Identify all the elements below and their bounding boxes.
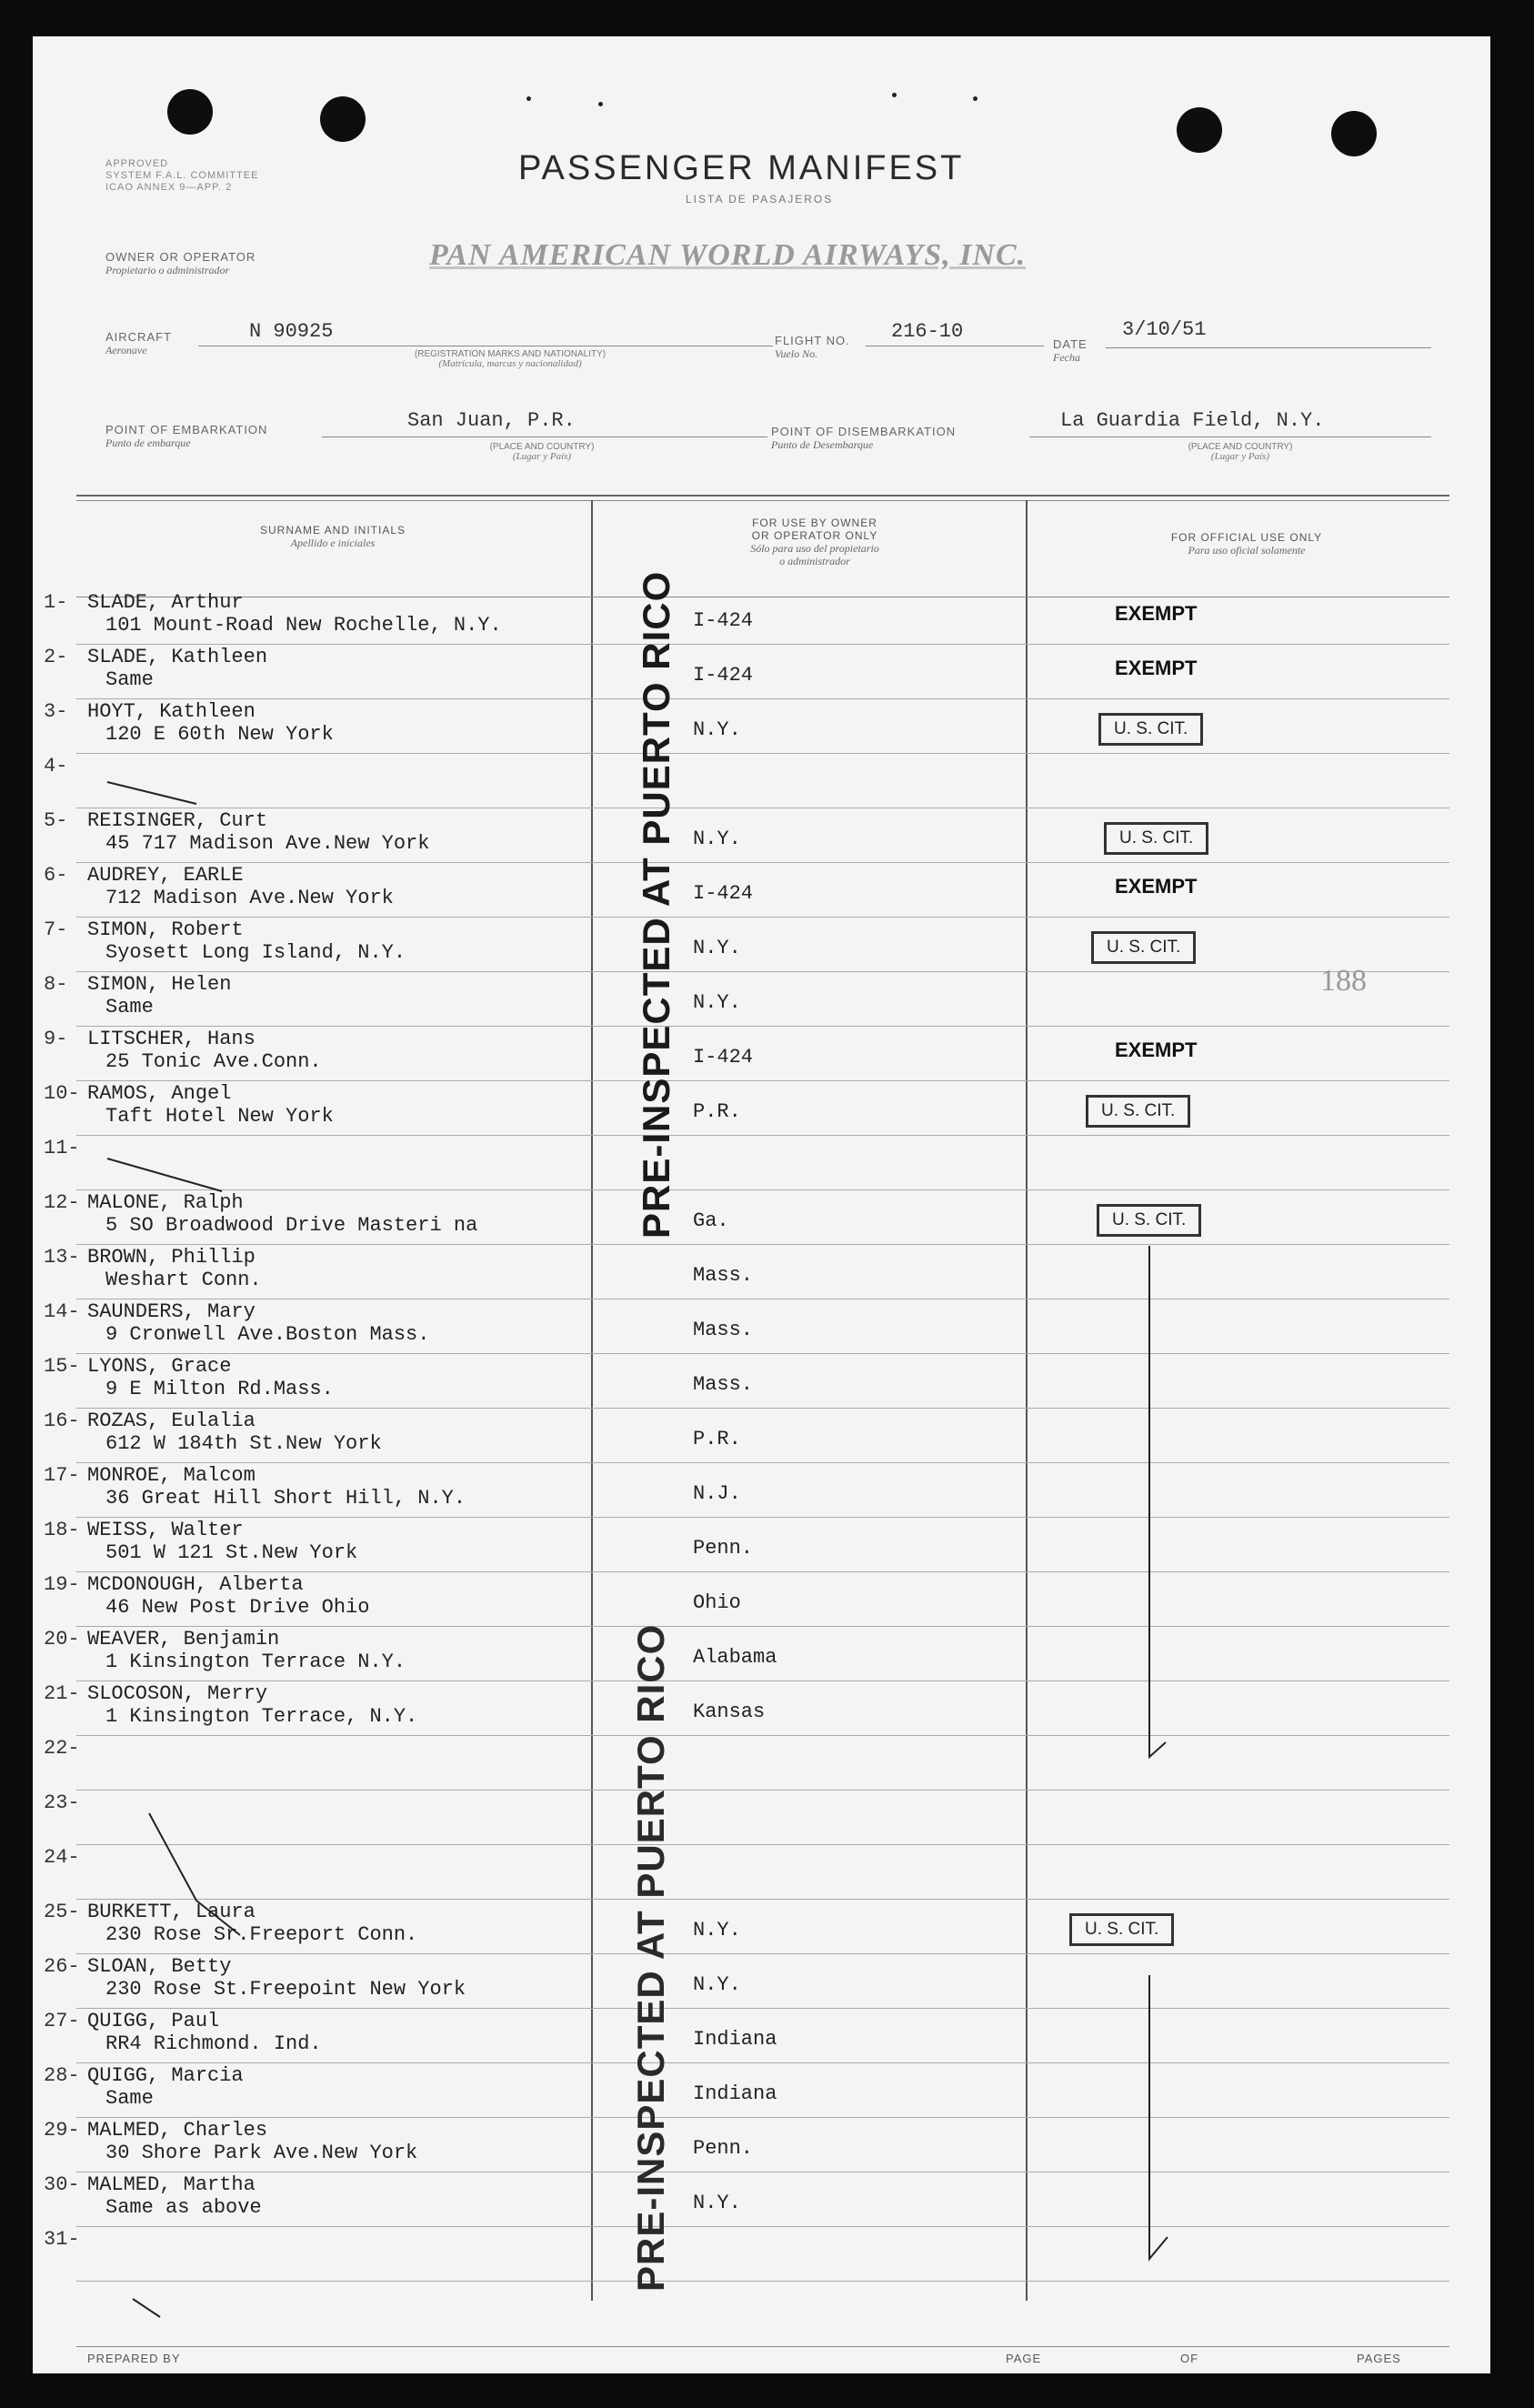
passenger-address: Same — [105, 2087, 154, 2110]
passenger-destination: N.Y. — [693, 937, 741, 959]
preinspection-stamp: PRE-INSPECTED AT PUERTO RICO — [629, 1623, 672, 2292]
embarkation-label-es: Punto de embarque — [105, 436, 191, 449]
approval-line: SYSTEM F.A.L. COMMITTEE — [105, 170, 259, 181]
row-number: 9- — [44, 1028, 68, 1050]
row-number: 31- — [44, 2228, 80, 2251]
exempt-stamp: EXEMPT — [1115, 1038, 1198, 1061]
passenger-address: 1 Kinsington Terrace, N.Y. — [105, 1705, 418, 1728]
row-number: 2- — [44, 646, 68, 668]
passenger-name: LYONS, Grace — [87, 1355, 232, 1378]
passenger-destination: Ohio — [693, 1591, 741, 1614]
passenger-name: BROWN, Phillip — [87, 1246, 256, 1269]
passenger-destination: N.J. — [693, 1482, 741, 1505]
passenger-destination: Ga. — [693, 1209, 729, 1232]
row-number: 30- — [44, 2173, 80, 2196]
passenger-address: 45 717 Madison Ave.New York — [105, 832, 430, 855]
row-number: 25- — [44, 1901, 80, 1923]
passenger-name: MCDONOUGH, Alberta — [87, 1573, 304, 1596]
passenger-destination: Indiana — [693, 2028, 777, 2051]
us-citizen-stamp: U. S. CIT. — [1069, 1913, 1174, 1946]
passenger-name: WEAVER, Benjamin — [87, 1628, 280, 1650]
row-number: 20- — [44, 1628, 80, 1650]
passenger-name: BURKETT, Laura — [87, 1901, 256, 1923]
flight-label-en: FLIGHT NO. — [775, 334, 850, 347]
footer-pages: PAGES — [1357, 2352, 1401, 2365]
passenger-address: Taft Hotel New York — [105, 1105, 334, 1128]
passenger-destination: N.Y. — [693, 991, 741, 1014]
passenger-name: WEISS, Walter — [87, 1519, 244, 1541]
passenger-destination: Indiana — [693, 2082, 777, 2105]
passenger-destination: Alabama — [693, 1646, 777, 1669]
passenger-name: MALONE, Ralph — [87, 1191, 244, 1214]
passenger-address: 230 Rose Sr.Freeport Conn. — [105, 1923, 418, 1946]
row-number: 23- — [44, 1791, 80, 1814]
registration-caption-en: (REGISTRATION MARKS AND NATIONALITY) — [414, 349, 607, 359]
row-number: 14- — [44, 1300, 80, 1323]
aircraft-label-en: AIRCRAFT — [105, 330, 172, 344]
passenger-address: 9 E Milton Rd.Mass. — [105, 1378, 334, 1400]
footer-of: OF — [1180, 2352, 1199, 2365]
aircraft-value: N 90925 — [249, 320, 334, 343]
passenger-destination: Penn. — [693, 1537, 754, 1560]
page-subtitle: LISTA DE PASAJEROS — [686, 193, 834, 206]
passenger-address: 30 Shore Park Ave.New York — [105, 2142, 418, 2164]
us-citizen-stamp: U. S. CIT. — [1091, 931, 1196, 964]
row-number: 26- — [44, 1955, 80, 1978]
row-number: 16- — [44, 1410, 80, 1432]
passenger-destination: N.Y. — [693, 2192, 741, 2214]
passenger-name: MONROE, Malcom — [87, 1464, 256, 1487]
col-header-passenger-en: SURNAME AND INITIALS — [259, 524, 406, 537]
row-number: 24- — [44, 1846, 80, 1869]
aircraft-label-es: Aeronave — [105, 344, 147, 356]
row-number: 13- — [44, 1246, 80, 1269]
passenger-name: QUIGG, Marcia — [87, 2064, 244, 2087]
embarkation-caption-en: (PLACE AND COUNTRY) — [489, 442, 595, 452]
passenger-destination: P.R. — [693, 1100, 741, 1123]
col-header-owner-es: Sólo para uso del propietario — [750, 542, 879, 555]
passenger-name: QUIGG, Paul — [87, 2010, 220, 2032]
footer-prepared-by: PREPARED BY — [87, 2352, 181, 2365]
col-header-official-en: FOR OFFICIAL USE ONLY — [1170, 531, 1323, 544]
passenger-name: SIMON, Robert — [87, 918, 244, 941]
passenger-name: LITSCHER, Hans — [87, 1028, 256, 1050]
passenger-destination: I-424 — [693, 609, 754, 632]
date-label-en: DATE — [1053, 337, 1088, 351]
col-header-owner-en: FOR USE BY OWNER — [752, 517, 877, 529]
row-number: 11- — [44, 1137, 80, 1159]
passenger-address: 120 E 60th New York — [105, 723, 334, 746]
passenger-name: SLOAN, Betty — [87, 1955, 232, 1978]
passenger-destination: Mass. — [693, 1373, 754, 1396]
exempt-stamp: EXEMPT — [1115, 602, 1198, 625]
passenger-destination: Penn. — [693, 2137, 754, 2160]
row-number: 12- — [44, 1191, 80, 1214]
passenger-name: MALMED, Martha — [87, 2173, 256, 2196]
airline-name: PAN AMERICAN WORLD AIRWAYS, INC. — [429, 238, 1027, 272]
passenger-name: SIMON, Helen — [87, 973, 232, 996]
passenger-address: Weshart Conn. — [105, 1269, 262, 1291]
exempt-stamp: EXEMPT — [1115, 875, 1198, 898]
approval-line: APPROVED — [105, 158, 169, 169]
passenger-destination: I-424 — [693, 664, 754, 687]
passenger-address: Same as above — [105, 2196, 262, 2219]
passenger-name: MALMED, Charles — [87, 2119, 268, 2142]
disembarkation-label-es: Punto de Desembarque — [771, 438, 874, 451]
passenger-destination: I-424 — [693, 882, 754, 905]
row-number: 28- — [44, 2064, 80, 2087]
passenger-address: 501 W 121 St.New York — [105, 1541, 358, 1564]
passenger-name: RAMOS, Angel — [87, 1082, 232, 1105]
page-title: PASSENGER MANIFEST — [518, 149, 965, 187]
row-number: 18- — [44, 1519, 80, 1541]
us-citizen-stamp: U. S. CIT. — [1086, 1095, 1190, 1128]
row-number: 10- — [44, 1082, 80, 1105]
passenger-address: 1 Kinsington Terrace N.Y. — [105, 1650, 406, 1673]
row-number: 19- — [44, 1573, 80, 1596]
date-label-es: Fecha — [1053, 351, 1080, 364]
owner-label-es: Propietario o administrador — [105, 264, 230, 276]
col-header-owner-en: OR OPERATOR ONLY — [751, 529, 878, 542]
passenger-address: 25 Tonic Ave.Conn. — [105, 1050, 322, 1073]
footer-page: PAGE — [1006, 2352, 1042, 2365]
passenger-address: 230 Rose St.Freepoint New York — [105, 1978, 466, 2001]
embarkation-value: San Juan, P.R. — [407, 409, 576, 432]
disembarkation-caption-en: (PLACE AND COUNTRY) — [1188, 442, 1293, 452]
disembarkation-label-en: POINT OF DISEMBARKATION — [771, 425, 957, 438]
passenger-destination: Mass. — [693, 1319, 754, 1341]
passenger-destination: Mass. — [693, 1264, 754, 1287]
passenger-destination: N.Y. — [693, 718, 741, 741]
us-citizen-stamp: U. S. CIT. — [1104, 822, 1208, 855]
owner-label-en: OWNER OR OPERATOR — [105, 250, 256, 264]
passenger-name: ROZAS, Eulalia — [87, 1410, 256, 1432]
row-number: 8- — [44, 973, 68, 996]
passenger-destination: N.Y. — [693, 1973, 741, 1996]
passenger-name: REISINGER, Curt — [87, 809, 268, 832]
disembarkation-value: La Guardia Field, N.Y. — [1060, 409, 1325, 432]
col-header-official-es: Para uso oficial solamente — [1188, 544, 1306, 557]
row-number: 27- — [44, 2010, 80, 2032]
approval-line: ICAO ANNEX 9—APP. 2 — [105, 182, 233, 193]
row-number: 6- — [44, 864, 68, 887]
passenger-address: 712 Madison Ave.New York — [105, 887, 394, 909]
embarkation-caption-es: (Lugar y País) — [512, 451, 572, 462]
passenger-address: RR4 Richmond. Ind. — [105, 2032, 322, 2055]
registration-caption-es: (Matrícula, marcas y nacionalidad) — [438, 358, 582, 369]
row-number: 15- — [44, 1355, 80, 1378]
row-number: 3- — [44, 700, 68, 723]
preinspection-stamp: PRE-INSPECTED AT PUERTO RICO — [635, 570, 677, 1239]
flight-number: 216-10 — [891, 320, 964, 343]
passenger-address: 46 New Post Drive Ohio — [105, 1596, 370, 1619]
passenger-destination: I-424 — [693, 1046, 754, 1069]
exempt-stamp: EXEMPT — [1115, 657, 1198, 679]
passenger-address: Syosett Long Island, N.Y. — [105, 941, 406, 964]
passenger-name: SLOCOSON, Merry — [87, 1682, 268, 1705]
passenger-address: Same — [105, 996, 154, 1018]
col-header-owner-es: o administrador — [779, 555, 850, 567]
passenger-name: SLADE, Arthur — [87, 591, 244, 614]
passenger-address: Same — [105, 668, 154, 691]
margin-note: 188 — [1320, 964, 1367, 998]
passenger-address: 9 Cronwell Ave.Boston Mass. — [105, 1323, 430, 1346]
embarkation-label-en: POINT OF EMBARKATION — [105, 423, 268, 436]
flight-label-es: Vuelo No. — [775, 347, 818, 360]
passenger-destination: N.Y. — [693, 828, 741, 850]
row-number: 4- — [44, 755, 68, 778]
row-number: 7- — [44, 918, 68, 941]
us-citizen-stamp: U. S. CIT. — [1097, 1204, 1201, 1237]
passenger-destination: Kansas — [693, 1701, 766, 1723]
col-header-passenger-es: Apellido e iniciales — [290, 537, 376, 549]
row-number: 5- — [44, 809, 68, 832]
passenger-address: 612 W 184th St.New York — [105, 1432, 382, 1455]
ditto-marks — [33, 36, 1490, 2373]
passenger-address: 36 Great Hill Short Hill, N.Y. — [105, 1487, 466, 1510]
passenger-address: 5 SO Broadwood Drive Masteri na — [105, 1214, 478, 1237]
us-citizen-stamp: U. S. CIT. — [1098, 713, 1203, 746]
row-number: 22- — [44, 1737, 80, 1760]
passenger-name: HOYT, Kathleen — [87, 700, 256, 723]
passenger-destination: N.Y. — [693, 1919, 741, 1941]
row-number: 21- — [44, 1682, 80, 1705]
flight-date: 3/10/51 — [1122, 318, 1207, 341]
row-number: 1- — [44, 591, 68, 614]
passenger-address: 101 Mount-Road New Rochelle, N.Y. — [105, 614, 502, 637]
passenger-name: SLADE, Kathleen — [87, 646, 268, 668]
row-number: 17- — [44, 1464, 80, 1487]
manifest-page — [33, 36, 1490, 2373]
disembarkation-caption-es: (Lugar y País) — [1210, 451, 1270, 462]
passenger-destination: P.R. — [693, 1428, 741, 1450]
passenger-name: SAUNDERS, Mary — [87, 1300, 256, 1323]
passenger-name: AUDREY, EARLE — [87, 864, 244, 887]
row-number: 29- — [44, 2119, 80, 2142]
footer-rule — [76, 2346, 1449, 2347]
